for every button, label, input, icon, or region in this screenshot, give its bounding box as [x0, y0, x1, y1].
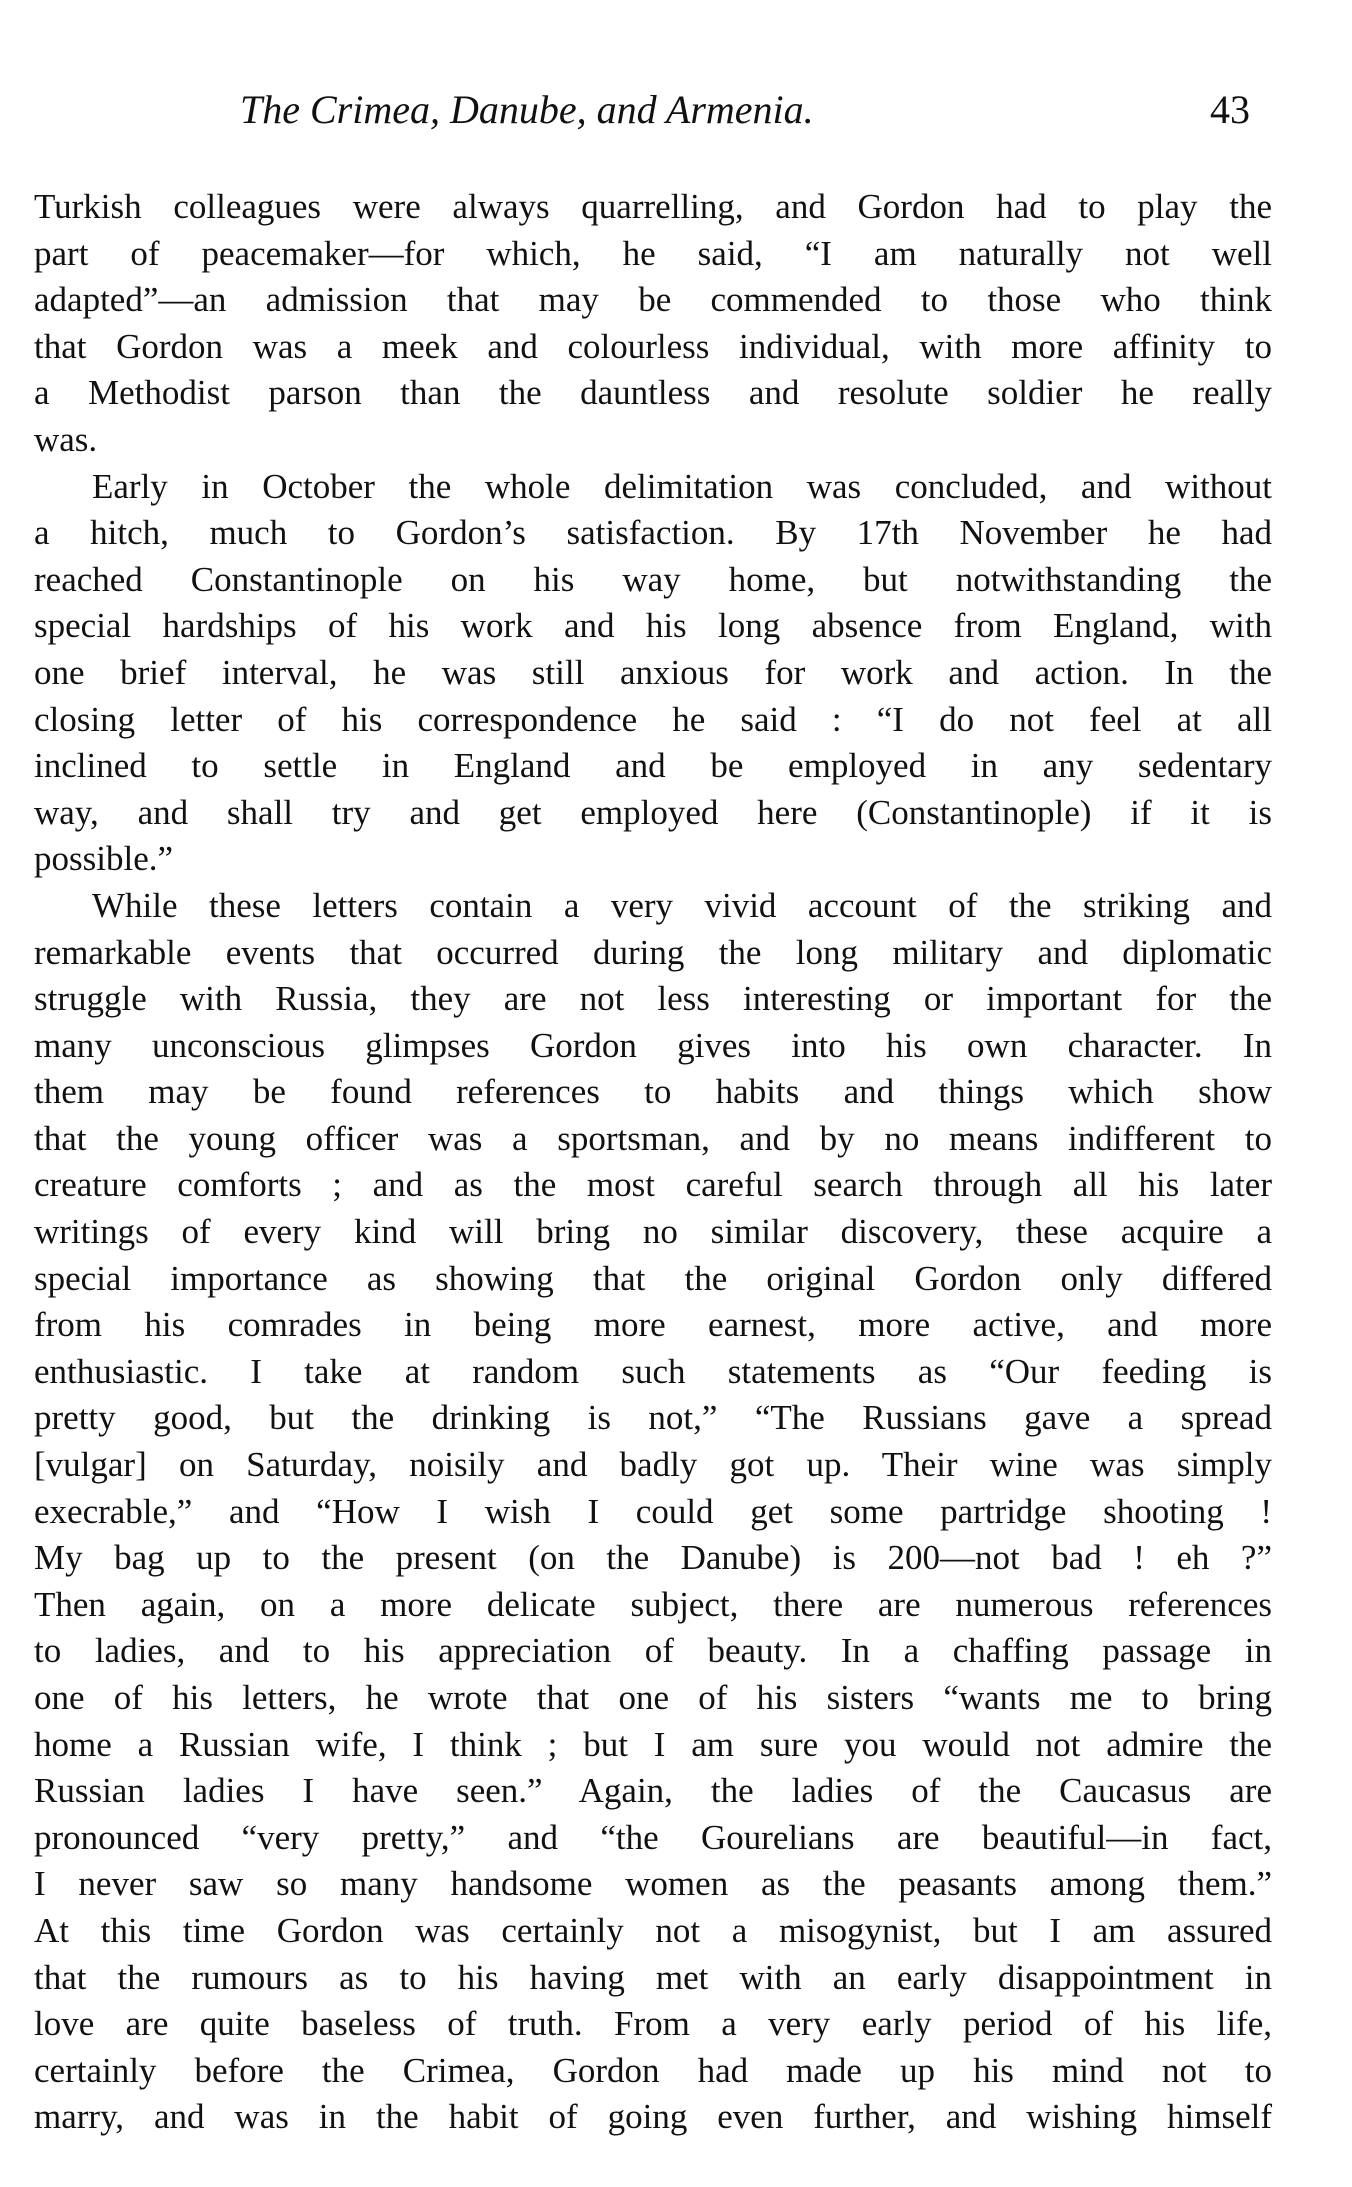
text-line: remarkable events that occurred during the long military and diplomatic — [34, 932, 1272, 972]
text-line: I never saw so many handsome women as the peasants among them.” — [34, 1864, 1272, 1904]
text-line: At this time Gordon was certainly not a misogynist, but I am assured — [34, 1910, 1272, 1950]
text-line: part of peacemaker—for which, he said, “I am naturally not well — [34, 233, 1272, 273]
text-line: adapted”—an admission that may be commended to those who think — [34, 280, 1272, 320]
text-line: one of his letters, he wrote that one of his sisters “wants me to bring — [34, 1678, 1272, 1717]
text-line: creature comforts ; and as the most careful search through all his later — [34, 1165, 1272, 1205]
body-text — [34, 184, 1272, 2141]
text-line: home a Russian wife, I think ; but I am sure you would not admire the — [34, 1724, 1272, 1764]
text-line: Russian ladies I have seen.” Again, the ladies of the Caucasus are — [34, 1771, 1272, 1811]
text-line: from his comrades in being more earnest, more active, and more — [34, 1305, 1272, 1345]
text-line: one brief interval, he was still anxious for work and action. In the — [34, 652, 1272, 692]
text-line: [vulgar] on Saturday, noisily and badly got up. Their wine was simply — [34, 1445, 1272, 1485]
running-title: The Crimea, Danube, and Armenia. — [240, 87, 814, 132]
page-number: 43 — [1210, 87, 1250, 132]
text-line: way, and shall try and get employed here (Constantinople) if it is — [34, 792, 1272, 832]
text-line: inclined to settle in England and be employed in any sedentary — [34, 746, 1272, 786]
text-line: struggle with Russia, they are not less interesting or important for the — [34, 979, 1272, 1019]
text-line: My bag up to the present (on the Danube) is 200—not bad ! eh ?” — [34, 1538, 1272, 1578]
text-line: that the rumours as to his having met with an early disappointment in — [34, 1957, 1272, 1997]
text-line: love are quite baseless of truth. From a very early period of his life, — [34, 2004, 1272, 2044]
text-line: a Methodist parson than the dauntless and resolute soldier he really — [34, 373, 1272, 413]
text-line: was. — [34, 419, 98, 459]
text-line: a hitch, much to Gordon’s satisfaction. By 17th November he had — [34, 513, 1272, 553]
text-line: to ladies, and to his appreciation of beauty. In a chaffing passage in — [34, 1631, 1272, 1671]
text-line: Then again, on a more delicate subject, there are numerous references — [34, 1584, 1272, 1624]
text-line: closing letter of his correspondence he said : “I do not feel at all — [34, 699, 1272, 739]
text-line: certainly before the Crimea, Gordon had made up his mind not to — [34, 2050, 1272, 2090]
running-header — [240, 86, 1250, 142]
text-line: them may be found references to habits and things which show — [34, 1072, 1272, 1112]
text-line: Turkish colleagues were always quarrelling, and Gordon had to play the — [34, 187, 1272, 226]
text-line: that the young officer was a sportsman, and by no means indifferent to — [34, 1118, 1272, 1158]
text-line: writings of every kind will bring no similar discovery, these acquire a — [34, 1212, 1272, 1252]
text-line: marry, and was in the habit of going even further, and wishing himself — [34, 2097, 1272, 2137]
text-line: execrable,” and “How I wish I could get some partridge shooting ! — [34, 1491, 1272, 1531]
text-line: special hardships of his work and his long absence from England, with — [34, 606, 1272, 646]
text-line: many unconscious glimpses Gordon gives into his own character. In — [34, 1025, 1272, 1065]
text-line: pretty good, but the drinking is not,” “The Russians gave a spread — [34, 1398, 1272, 1438]
text-line: Early in October the whole delimitation was concluded, and without — [92, 466, 1272, 506]
text-line: that Gordon was a meek and colourless individual, with more affinity to — [34, 326, 1272, 366]
text-line: pronounced “very pretty,” and “the Gourelians are beautiful—in fact, — [34, 1817, 1272, 1857]
text-line: special importance as showing that the original Gordon only differed — [34, 1258, 1272, 1298]
text-line: While these letters contain a very vivid account of the striking and — [92, 885, 1272, 925]
text-line: enthusiastic. I take at random such statements as “Our feeding is — [34, 1351, 1272, 1391]
text-line: reached Constantinople on his way home, but notwithstanding the — [34, 559, 1272, 599]
text-line: possible.” — [34, 839, 174, 879]
